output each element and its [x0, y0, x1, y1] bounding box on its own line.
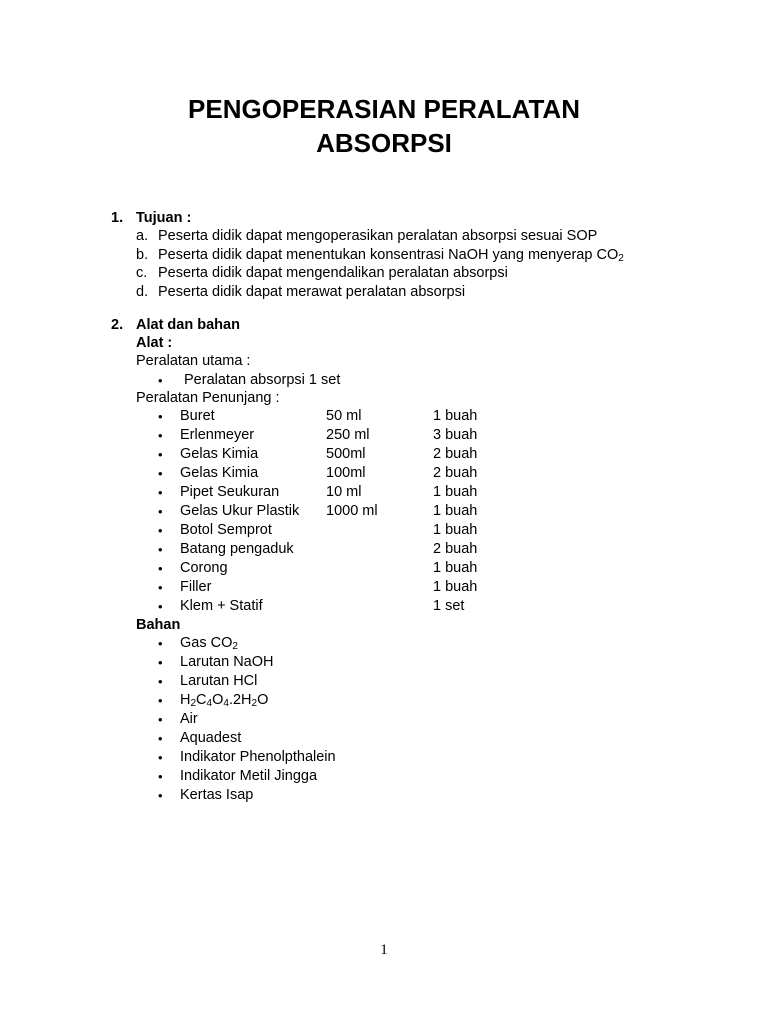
- objective-text-main: Peserta didik dapat mengoperasikan peralatan absorpsi sesuai SOP: [158, 228, 598, 244]
- equipment-name: Botol Semprot: [180, 522, 272, 538]
- bahan-text: H: [180, 692, 191, 708]
- bahan-item: [180, 767, 317, 786]
- objective-text-main: Peserta didik dapat mengendalikan peralatan absorpsi: [158, 265, 508, 281]
- bullet-icon: •: [158, 580, 163, 595]
- equipment-size: 10 ml: [326, 484, 362, 500]
- objective-subscript: 2: [618, 252, 624, 264]
- section-2-number: 2.: [111, 317, 124, 333]
- objective-letter: d.: [136, 283, 149, 300]
- bullet-icon: •: [158, 373, 163, 388]
- equipment-size: 50 ml: [326, 408, 362, 424]
- bullet-icon: •: [158, 636, 163, 651]
- bullet-icon: •: [158, 409, 163, 424]
- bahan-item: [180, 672, 257, 691]
- equipment-size: 250 ml: [326, 427, 370, 443]
- bahan-text: Air: [180, 711, 198, 727]
- bullet-icon: •: [158, 447, 163, 462]
- equipment-name: Gelas Ukur Plastik: [180, 503, 300, 519]
- bullet-icon: •: [158, 504, 163, 519]
- bullet-icon: •: [158, 750, 163, 765]
- bullet-icon: •: [158, 485, 163, 500]
- equipment-size: 500ml: [326, 446, 366, 462]
- bahan-heading: Bahan: [136, 617, 181, 633]
- equipment-quantity: 1 buah: [433, 522, 478, 538]
- equipment-quantity: 2 buah: [433, 541, 478, 557]
- equipment-name: Klem + Statif: [180, 598, 263, 614]
- bahan-item: [180, 634, 238, 653]
- bahan-text: Aquadest: [180, 730, 242, 746]
- page-title-line-2: ABSORPSI: [316, 128, 452, 158]
- equipment-quantity: 1 buah: [433, 503, 478, 519]
- bahan-item: [180, 710, 198, 729]
- bullet-icon: •: [158, 693, 163, 708]
- objective-letter: c.: [136, 265, 148, 281]
- objective-text-main: Peserta didik dapat menentukan konsentrasi NaOH yang menyerap CO: [158, 246, 619, 263]
- bullet-icon: •: [158, 542, 163, 557]
- bullet-icon: •: [158, 561, 163, 576]
- page-number: 1: [380, 942, 388, 958]
- bahan-text: .2H: [228, 692, 252, 708]
- bahan-subscript: 2: [251, 698, 258, 709]
- section-1-heading: Tujuan :: [136, 210, 192, 226]
- bullet-icon: •: [158, 674, 163, 689]
- bahan-text: Indikator Phenolpthalein: [180, 749, 336, 765]
- bahan-text: Kertas Isap: [180, 787, 254, 803]
- equipment-name: Corong: [180, 560, 228, 576]
- equipment-name: Filler: [180, 579, 212, 595]
- equipment-quantity: 1 buah: [433, 560, 478, 576]
- equipment-quantity: 1 buah: [433, 484, 478, 500]
- bahan-subscript: 4: [206, 698, 213, 709]
- peralatan-utama-label: Peralatan utama :: [136, 353, 251, 369]
- equipment-quantity: 2 buah: [433, 465, 478, 481]
- equipment-name: Buret: [180, 408, 215, 424]
- equipment-quantity: 1 set: [433, 598, 465, 614]
- objective-text: [158, 264, 508, 283]
- bullet-icon: •: [158, 428, 163, 443]
- section-2-heading: Alat dan bahan: [136, 317, 240, 333]
- alat-heading: Alat :: [136, 335, 173, 351]
- equipment-name: Gelas Kimia: [180, 446, 259, 462]
- objective-text: [158, 246, 624, 265]
- equipment-quantity: 3 buah: [433, 427, 478, 443]
- bullet-icon: •: [158, 655, 163, 670]
- equipment-quantity: 1 buah: [433, 408, 478, 424]
- objective-letter: a.: [136, 228, 149, 244]
- bahan-text: Larutan HCl: [180, 673, 258, 689]
- page-title-line-1: PENGOPERASIAN PERALATAN: [188, 94, 580, 124]
- bahan-item: [180, 786, 253, 805]
- bullet-icon: •: [158, 523, 163, 538]
- bahan-text: Indikator Metil Jingga: [180, 768, 318, 784]
- bahan-item: [180, 653, 274, 672]
- objective-text-main: Peserta didik dapat merawat peralatan absorpsi: [158, 283, 466, 300]
- equipment-size: 100ml: [326, 465, 366, 481]
- bahan-text: Larutan NaOH: [180, 654, 274, 670]
- bahan-text: Gas CO: [180, 635, 233, 651]
- bahan-text: O: [212, 692, 224, 708]
- bahan-text: O: [257, 692, 269, 708]
- equipment-name: Batang pengaduk: [180, 541, 294, 557]
- bahan-item: [180, 729, 241, 748]
- equipment-quantity: 2 buah: [433, 446, 478, 462]
- equipment-size: 1000 ml: [326, 503, 378, 519]
- bullet-icon: •: [158, 769, 163, 784]
- bahan-text: C: [196, 692, 207, 708]
- objective-text: [158, 283, 465, 302]
- bullet-icon: •: [158, 599, 163, 614]
- bahan-subscript: 2: [232, 641, 238, 652]
- bahan-subscript: 4: [223, 698, 229, 709]
- bullet-icon: •: [158, 788, 163, 803]
- objective-letter: b.: [136, 246, 149, 263]
- equipment-quantity: 1 buah: [433, 579, 478, 595]
- section-1-number: 1.: [111, 210, 124, 226]
- equipment-name: Erlenmeyer: [180, 427, 255, 443]
- bullet-icon: •: [158, 466, 163, 481]
- bahan-subscript: 2: [190, 698, 197, 709]
- equipment-name: Pipet Seukuran: [180, 484, 280, 500]
- peralatan-utama-item: Peralatan absorpsi 1 set: [184, 372, 341, 388]
- bullet-icon: •: [158, 731, 163, 746]
- peralatan-penunjang-label: Peralatan Penunjang :: [136, 390, 280, 406]
- bullet-icon: •: [158, 712, 163, 727]
- bahan-item: [180, 748, 336, 767]
- objective-text: [158, 227, 597, 246]
- equipment-name: Gelas Kimia: [180, 465, 259, 481]
- bahan-item: [180, 691, 268, 710]
